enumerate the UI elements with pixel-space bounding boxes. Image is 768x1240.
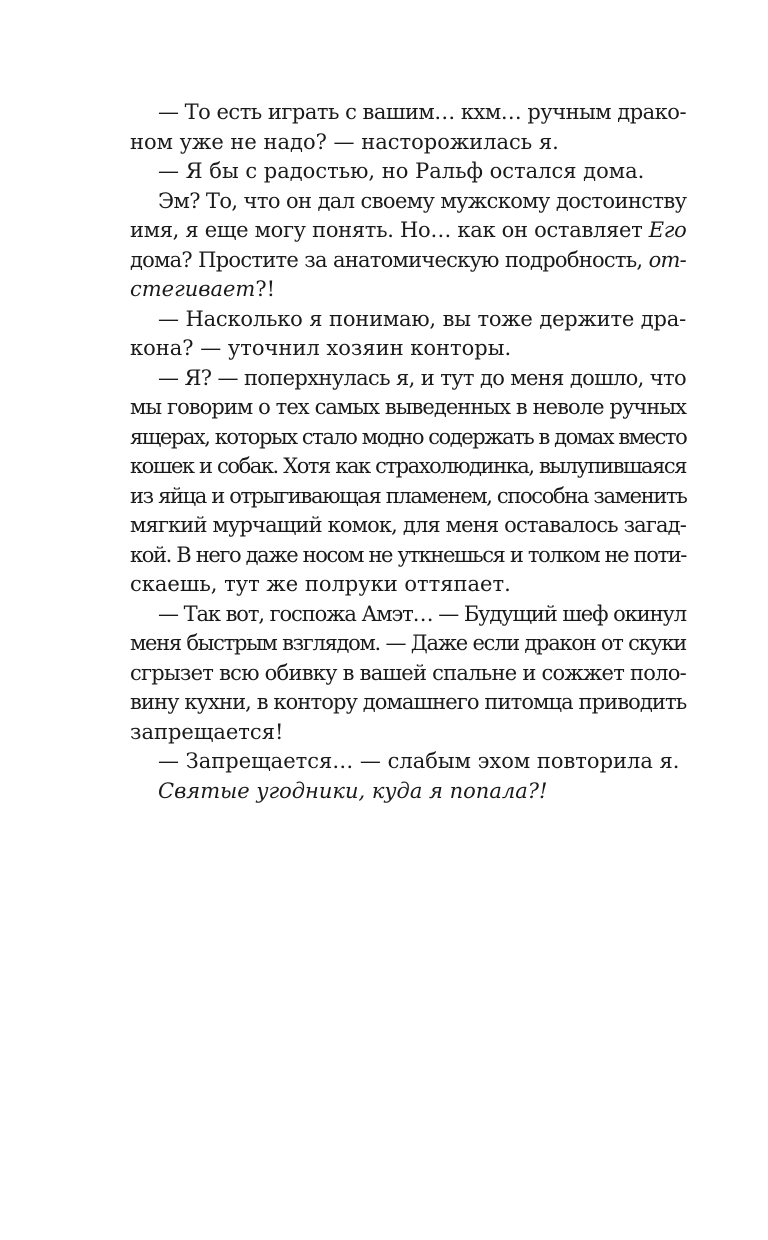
text-segment: кошек и собак. Хотя как страхолюдинка, вылупившаяся (130, 454, 686, 478)
text-line (130, 334, 686, 364)
text-segment: дома? Простите за анатомическую подробность, (130, 247, 649, 272)
text-segment: — Запрещается… — слабым эхом повторила я. (158, 749, 680, 773)
text-line (130, 688, 686, 718)
text-line (130, 364, 686, 394)
text-line (130, 275, 686, 305)
text-segment: ?! (255, 277, 276, 301)
italic-text: стегивает (130, 277, 256, 301)
text-line (130, 629, 686, 659)
text-line (130, 305, 686, 335)
text-segment: кона? — уточнил хозяин конторы. (130, 336, 512, 360)
text-segment: сгрызет всю обивку в вашей спальне и сожжет поло- (130, 660, 686, 685)
text-line (130, 570, 686, 600)
text-segment: имя, я еще могу понять. Но… как он оставляет (130, 218, 649, 242)
text-segment: Эм? То, что он дал своему мужскому достоинству (158, 188, 687, 213)
italic-text: Его (648, 218, 687, 242)
text-segment: скаешь, тут же полруки оттяпает. (130, 572, 511, 596)
text-line (130, 128, 686, 158)
text-segment: вину кухни, в контору домашнего питомца приводить (130, 690, 687, 714)
text-segment: — Так вот, госпожа Амэт… — Будущий шеф окинул (158, 601, 686, 626)
text-line (130, 98, 686, 128)
text-segment: ном уже не надо? — насторожилась я. (130, 129, 559, 154)
text-line (130, 659, 686, 689)
text-line (130, 393, 686, 423)
text-segment: ящерах, которых стало модно содержать в домах вместо (130, 424, 687, 449)
text-segment: мы говорим о тех самых выведенных в неволе ручных (130, 395, 686, 419)
text-line (130, 157, 686, 187)
text-line (130, 482, 686, 512)
text-line (130, 600, 686, 630)
text-segment: кой. В него даже носом не уткнешься и толком не поти- (130, 542, 686, 567)
text-segment: мягкий мурчащий комок, для меня оставалось загад- (130, 513, 686, 537)
text-line (130, 511, 686, 541)
text-line (130, 246, 686, 276)
text-line (130, 216, 686, 246)
italic-text: от- (648, 247, 686, 272)
text-line (130, 541, 686, 571)
text-segment: меня быстрым взглядом. — Даже если дракон от скуки (130, 631, 686, 655)
text-segment: запрещается! (130, 719, 284, 744)
text-line (130, 777, 686, 807)
text-line (130, 187, 686, 217)
text-segment: — То есть играть с вашим… кхм… ручным драко- (158, 100, 687, 124)
text-line (130, 452, 686, 482)
text-segment: — Насколько я понимаю, вы тоже держите дра- (158, 306, 686, 331)
italic-text: Святые угодники, куда я попала?! (158, 778, 548, 803)
text-line (130, 423, 686, 453)
text-line (130, 718, 686, 748)
text-segment: — Я бы с радостью, но Ральф остался дома. (158, 159, 645, 183)
text-segment: из яйца и отрыгивающая пламенем, способна заменить (130, 483, 687, 508)
page-text (130, 98, 686, 806)
text-segment: — Я? — поперхнулась я, и тут до меня дошло, что (158, 365, 686, 390)
text-line (130, 747, 686, 777)
